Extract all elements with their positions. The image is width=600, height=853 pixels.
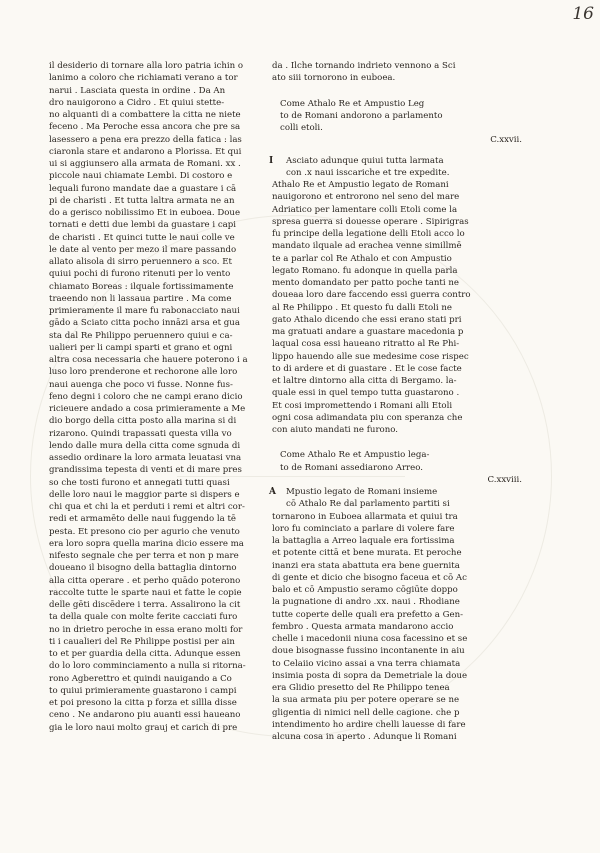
text-line: quiui pochi di furono ritenuti per lo vento bbox=[49, 269, 231, 280]
text-line: lanimo a coloro che richiamati verano a tor bbox=[49, 73, 238, 84]
text-line: cō Athalo Re dal parlamento partiti si bbox=[286, 499, 450, 510]
text-line: grandissima tepesta di venti et di mare pres bbox=[49, 465, 242, 476]
text-line: no alquanti di a combattere la citta ne niete bbox=[49, 110, 241, 120]
text-line: fu principe della legatione delli Etoli acco lo bbox=[272, 229, 465, 239]
text-line: ualieri per li campi sparti et grano et ogni bbox=[49, 342, 233, 353]
text-line: il desiderio di tornare alla loro patria ichin o bbox=[49, 61, 244, 71]
right-column bbox=[269, 60, 522, 743]
text-line: chi qua et chi la et perduti i remi et altri cor- bbox=[49, 502, 245, 512]
text-line: la pugnatione di andro .xx. naui . Rhodiane bbox=[272, 597, 460, 608]
text-line: ta della quale con molte ferite cacciati furo bbox=[49, 612, 238, 623]
text-line: pi de charisti . Et tutta laltra armata ne an bbox=[49, 195, 235, 206]
text-line: nauigorono et entrorono nel seno del mare bbox=[272, 192, 460, 203]
heading-line: Come Athalo Re et Ampustio Leg bbox=[280, 98, 425, 109]
text-line: ui si aggiunsero alla armata de Romani. xx . bbox=[49, 159, 241, 169]
text-line: no in drietro peroche in essa erano molti for bbox=[49, 624, 243, 635]
heading-line: colli etoli. bbox=[280, 123, 323, 133]
text-line: inanzi era stata abattuta era bene guernita bbox=[272, 560, 460, 571]
text-line: luso loro prenderone et rechorone alle loro bbox=[49, 367, 238, 378]
text-line: sta dal Re Philippo peruennero quiui e ca- bbox=[49, 330, 233, 341]
text-line: al Re Philippo . Et questo fu dalli Etoli ne bbox=[272, 302, 452, 313]
text-line: fembro . Questa armata mandarono accio bbox=[272, 621, 454, 632]
text-line: alcuna cosa in aperto . Adunque li Romani bbox=[272, 732, 457, 742]
chapter-body bbox=[269, 155, 522, 437]
text-line: la battaglia a Arreo laquale era fortissima bbox=[272, 536, 455, 546]
text-line: dio borgo della citta posto alla marina si di bbox=[49, 416, 237, 427]
text-line: doueaa loro dare faccendo essi guerra contro bbox=[272, 290, 471, 301]
text-line: Athalo Re et Ampustio legato de Romani bbox=[272, 180, 449, 190]
heading-line: to de Romani andorono a parlamento bbox=[280, 110, 443, 121]
heading-line: to de Romani assediarono Arreo. bbox=[280, 462, 423, 473]
text-line: redi et armamēto delle naui fuggendo la tē bbox=[49, 514, 237, 525]
text-line: lequali furono mandate dae a guastare i cā bbox=[49, 183, 237, 194]
chapter-number-line bbox=[272, 474, 522, 486]
text-line: piccole naui chiamate Lembi. Di costoro e bbox=[49, 171, 233, 182]
text-line: et potente cittā et bene murata. Et peroche bbox=[272, 548, 462, 559]
text-line: tornarono in Euboea allarmata et quiui tra bbox=[272, 511, 458, 522]
initial-letter: A bbox=[269, 487, 276, 497]
text-line: rono Agberettro et quindi nauigando a Co bbox=[49, 673, 232, 684]
text-line: assedio ordinare la loro armata leuatasi vna bbox=[49, 453, 242, 463]
text-line: to Celaiio vicino assai a vna terra chiamata bbox=[272, 658, 461, 669]
text-line: ciaronla stare et andarono a Plorissa. Et qui bbox=[49, 146, 242, 157]
text-line: con aiuto mandati ne furono. bbox=[272, 425, 399, 435]
text-line: alla citta operare . et perho quādo poterono bbox=[49, 575, 241, 586]
text-line: tutte coperte delle quali era prefetto a Gen- bbox=[272, 609, 464, 620]
text-line: dro nauigorono a Cidro . Et quiui stette- bbox=[49, 97, 225, 108]
chapter-body bbox=[269, 486, 522, 743]
text-line: naui auenga che poco vi fusse. Nonne fus- bbox=[49, 379, 233, 390]
text-line: to di ardere et di guastare . Et le cose facte bbox=[272, 363, 462, 374]
text-line: era Glidio presetto del Re Philippo tenea bbox=[272, 683, 450, 693]
text-line-content: Asciato adunque quiui tutta larmata bbox=[286, 155, 444, 166]
text-line: mandato ilquale ad erachea venne simillmē bbox=[272, 241, 462, 252]
chapter-heading bbox=[272, 98, 522, 135]
text-line: to et per guardia della citta. Adunque essen bbox=[49, 649, 241, 659]
text-line: nifesto segnale che per terra et non p mare bbox=[49, 551, 239, 561]
text-line: intendimento ho ardire chelli lauesse di fare bbox=[272, 719, 466, 730]
right-column-intro bbox=[272, 60, 522, 85]
text-line: Adriatico per lamentare colli Etoli come la bbox=[272, 204, 458, 215]
text-line: Et cosi impromettendo i Romani alli Etoli bbox=[272, 400, 453, 411]
text-line: da . Ilche tornando indrieto vennono a Sci bbox=[272, 61, 456, 71]
text-line: ato siii tornorono in euboea. bbox=[272, 73, 396, 84]
text-line: ceno . Ne andarono piu auanti essi haueano bbox=[49, 710, 241, 721]
text-line: pesta. Et presono cio per agurio che venuto bbox=[49, 526, 240, 537]
text-line: do lo loro comminciamento a nulla si ritorna- bbox=[49, 661, 246, 672]
chapter-28 bbox=[269, 449, 522, 743]
text-line: do a gerisco nobilissimo Et in euboea. Doue bbox=[49, 208, 241, 218]
text-line: le date al vento per mezo il mare passando bbox=[49, 244, 237, 255]
text-line: et poi presono la citta p forza et sillla disse bbox=[49, 698, 237, 708]
chapter-heading bbox=[272, 449, 522, 474]
chapter-27 bbox=[269, 98, 522, 437]
folio-number: 16 bbox=[572, 4, 594, 24]
text-line: to quiui primieramente guastarono i campi bbox=[49, 685, 237, 696]
text-line: raccolte tutte le sparte naui et fatte le copie bbox=[49, 587, 242, 598]
text-line: delle loro naui le maggior parte si dispers e bbox=[49, 489, 240, 500]
text-line bbox=[269, 486, 522, 498]
text-line: chiamato Boreas : ilquale fortissimamente bbox=[49, 281, 234, 292]
text-line: altra cosa necessaria che hauere poterono i a bbox=[49, 355, 248, 365]
text-line: gādo a Sciato citta pocho innāzi arsa et gua bbox=[49, 318, 240, 329]
text-line: gia le loro naui molto grauj et carich di pre bbox=[49, 722, 238, 733]
text-line: traeendo non li lassaua partire . Ma come bbox=[49, 293, 232, 304]
text-line: de charisti . Et quinci tutte le naui colle ve bbox=[49, 232, 235, 243]
text-line: lasessero a pena era prezzo della fatica : las bbox=[49, 134, 242, 145]
text-line: ogni cosa adimandata piu con speranza che bbox=[272, 412, 463, 423]
text-line: era loro sopra quella marina dicio essere ma bbox=[49, 538, 244, 549]
left-column bbox=[49, 60, 249, 734]
chapter-number-line bbox=[272, 134, 522, 146]
chapter-number: C.xxviii. bbox=[487, 474, 522, 485]
text-line: gato Athalo dicendo che essi erano stati pri bbox=[272, 314, 462, 325]
chapter-number: C.xxvii. bbox=[490, 135, 522, 146]
initial-letter: I bbox=[269, 155, 274, 166]
text-line: et laltre dintorno alla citta di Bergamo. la- bbox=[272, 376, 457, 386]
text-line: tornati e detti due lembi da guastare i capi bbox=[49, 220, 237, 231]
text-line: la sua armata piu per potere operare se ne bbox=[272, 695, 460, 706]
text-line: ti i caualieri del Re Philippe postisi per ain bbox=[49, 636, 235, 647]
text-line: narui . Lasciata questa in ordine . Da An bbox=[49, 85, 226, 96]
text-line: insimia posta di sopra da Demetriale la doue bbox=[272, 670, 468, 681]
text-line: doue bisognasse fussino incontanente in aiu bbox=[272, 646, 465, 657]
text-line: legato Romano. fu adonque in quella parla bbox=[272, 265, 458, 276]
text-line: di gente et dicio che bisogno faceua et cō Ac bbox=[272, 572, 467, 583]
text-line: so che tosti furono et annegati tutti quasi bbox=[49, 477, 230, 488]
text-line: laqual cosa essi haueano ritratto al Re Phi- bbox=[272, 339, 460, 350]
text-line bbox=[269, 155, 522, 167]
text-line: con .x naui isscariche et tre expedite. bbox=[286, 167, 450, 178]
text-line: primieramente il mare fu rabonacciato naui bbox=[49, 306, 240, 316]
text-line: loro fu cominciato a parlare di volere fare bbox=[272, 523, 455, 534]
text-line: rizarono. Quindi trapassati questa villa vo bbox=[49, 428, 232, 439]
text-line: te a parlar col Re Athalo et con Ampustio bbox=[272, 253, 452, 264]
text-line: feceno . Ma Peroche essa ancora che pre sa bbox=[49, 122, 241, 133]
text-line: ma gratuati andare a guastare macedonia p bbox=[272, 327, 464, 337]
text-line: lendo dalle mura della citta come sgnuda di bbox=[49, 440, 241, 451]
text-line: gligentia di nimici nell delle cagione. che p bbox=[272, 707, 460, 718]
text-line: chelle i macedonii niuna cosa facessino et se bbox=[272, 634, 468, 644]
text-line: feno degni i coloro che ne campi erano dicio bbox=[49, 391, 243, 402]
text-line: allato alisola di sirro peruennero a sco. Et bbox=[49, 257, 232, 267]
text-line: balo et cō Ampustio seramo cōgiūte doppo bbox=[272, 585, 458, 595]
text-line: lippo hauendo alle sue medesime cose rispec bbox=[272, 351, 469, 362]
heading-line: Come Athalo Re et Ampustio lega- bbox=[280, 450, 430, 461]
text-line: doueano il bisogno della battaglia dintorno bbox=[49, 563, 237, 574]
text-line: ricieuere andado a cosa primieramente a Me bbox=[49, 404, 246, 414]
text-line-content: Mpustio legato de Romani insieme bbox=[286, 487, 438, 497]
text-line: delle gēti discēdere i terra. Assalirono la cit bbox=[49, 600, 241, 610]
text-line: quale essi in quel tempo tutta guastarono . bbox=[272, 388, 460, 399]
text-line: mento domandato per patto poche tanti ne bbox=[272, 278, 459, 288]
text-line: spresa guerra si douesse operare . Sipirigras bbox=[272, 216, 469, 227]
